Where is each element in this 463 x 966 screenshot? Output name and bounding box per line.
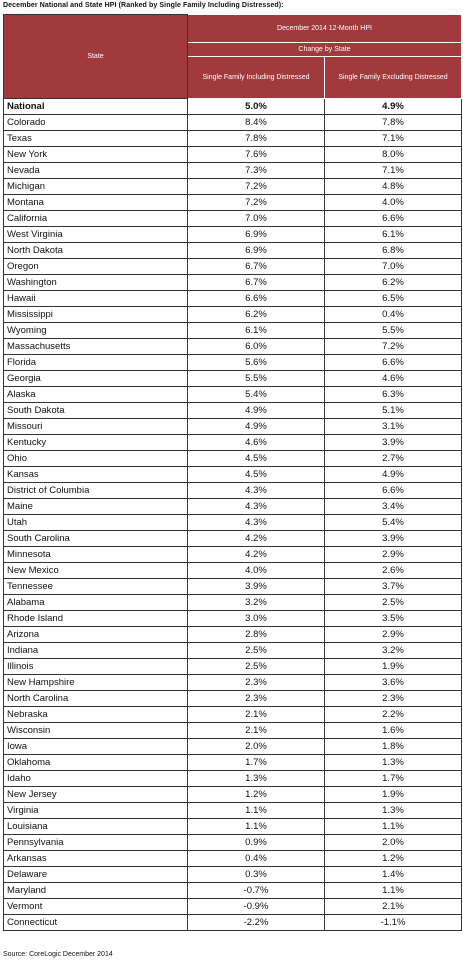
table-row — [4, 115, 462, 131]
including-distressed-cell: 6.1% — [188, 323, 325, 339]
state-cell: Nevada — [4, 163, 188, 179]
excluding-distressed-cell: 6.6% — [325, 211, 462, 227]
including-distressed-cell: 1.7% — [188, 755, 325, 771]
including-distressed-cell: 2.5% — [188, 643, 325, 659]
including-distressed-cell: 2.3% — [188, 675, 325, 691]
state-cell: Utah — [4, 515, 188, 531]
table-row — [4, 99, 462, 115]
excluding-distressed-cell: 6.2% — [325, 275, 462, 291]
state-cell: Alabama — [4, 595, 188, 611]
excluding-distressed-cell: 2.6% — [325, 563, 462, 579]
state-cell: Illinois — [4, 659, 188, 675]
hpi-table-container — [3, 14, 461, 931]
table-row — [4, 611, 462, 627]
including-distressed-cell: 4.6% — [188, 435, 325, 451]
state-cell: North Dakota — [4, 243, 188, 259]
state-cell: Florida — [4, 355, 188, 371]
including-distressed-cell: 2.1% — [188, 707, 325, 723]
table-row — [4, 787, 462, 803]
table-row — [4, 179, 462, 195]
including-distressed-cell: 0.9% — [188, 835, 325, 851]
state-cell: Rhode Island — [4, 611, 188, 627]
table-row — [4, 867, 462, 883]
table-row — [4, 419, 462, 435]
excluding-distressed-cell: 7.1% — [325, 163, 462, 179]
state-cell: Connecticut — [4, 915, 188, 931]
table-row — [4, 883, 462, 899]
including-distressed-cell: 2.3% — [188, 691, 325, 707]
state-cell: Texas — [4, 131, 188, 147]
state-cell: Louisiana — [4, 819, 188, 835]
including-distressed-cell: -0.7% — [188, 883, 325, 899]
including-distressed-cell: -0.9% — [188, 899, 325, 915]
table-row — [4, 691, 462, 707]
table-row — [4, 771, 462, 787]
including-distressed-cell: 4.0% — [188, 563, 325, 579]
table-row — [4, 899, 462, 915]
excluding-distressed-cell: 1.2% — [325, 851, 462, 867]
table-body — [4, 99, 462, 931]
excluding-distressed-cell: 1.4% — [325, 867, 462, 883]
including-distressed-cell: 0.3% — [188, 867, 325, 883]
subgroup-header: Change by State — [188, 43, 462, 57]
table-row — [4, 467, 462, 483]
including-distressed-cell: 2.8% — [188, 627, 325, 643]
excluding-distressed-cell: 1.9% — [325, 659, 462, 675]
state-cell: Wyoming — [4, 323, 188, 339]
including-distressed-cell: 1.1% — [188, 803, 325, 819]
table-row — [4, 339, 462, 355]
including-distressed-cell: 3.9% — [188, 579, 325, 595]
excluding-distressed-cell: 6.1% — [325, 227, 462, 243]
including-distressed-cell: 2.5% — [188, 659, 325, 675]
including-distressed-cell: 7.0% — [188, 211, 325, 227]
including-distressed-cell: 3.2% — [188, 595, 325, 611]
state-cell: Montana — [4, 195, 188, 211]
excluding-distressed-cell: 8.0% — [325, 147, 462, 163]
state-cell: New Mexico — [4, 563, 188, 579]
excluding-distressed-cell: 6.3% — [325, 387, 462, 403]
table-row — [4, 595, 462, 611]
excluding-distressed-cell: 2.1% — [325, 899, 462, 915]
table-row — [4, 435, 462, 451]
source-note: Source: CoreLogic December 2014 — [3, 951, 113, 958]
table-row — [4, 451, 462, 467]
state-cell: Virginia — [4, 803, 188, 819]
state-cell: West Virginia — [4, 227, 188, 243]
state-cell: Alaska — [4, 387, 188, 403]
excluding-distressed-cell: 2.7% — [325, 451, 462, 467]
excluding-distressed-cell: 2.9% — [325, 627, 462, 643]
hpi-table — [3, 14, 462, 931]
table-row — [4, 819, 462, 835]
table-row — [4, 307, 462, 323]
state-cell: Wisconsin — [4, 723, 188, 739]
including-distressed-cell: 1.1% — [188, 819, 325, 835]
excluding-distressed-cell: 3.4% — [325, 499, 462, 515]
including-distressed-cell: 7.3% — [188, 163, 325, 179]
including-distressed-cell: 5.5% — [188, 371, 325, 387]
excluding-distressed-cell: 1.1% — [325, 883, 462, 899]
excluding-distressed-cell: 7.8% — [325, 115, 462, 131]
excluding-distressed-cell: 1.7% — [325, 771, 462, 787]
table-row — [4, 851, 462, 867]
table-row — [4, 531, 462, 547]
excluding-distressed-cell: 5.1% — [325, 403, 462, 419]
state-cell: New Jersey — [4, 787, 188, 803]
excluding-distressed-cell: 1.8% — [325, 739, 462, 755]
state-cell: California — [4, 211, 188, 227]
including-distressed-cell: 0.4% — [188, 851, 325, 867]
state-cell: Kentucky — [4, 435, 188, 451]
table-row — [4, 403, 462, 419]
state-cell: South Dakota — [4, 403, 188, 419]
including-distressed-cell: 1.3% — [188, 771, 325, 787]
excluding-distressed-cell: 2.0% — [325, 835, 462, 851]
excluding-distressed-cell: 3.7% — [325, 579, 462, 595]
including-distressed-cell: 6.7% — [188, 259, 325, 275]
table-row — [4, 739, 462, 755]
state-cell: Vermont — [4, 899, 188, 915]
including-distressed-cell: 3.0% — [188, 611, 325, 627]
excluding-distressed-cell: 3.6% — [325, 675, 462, 691]
state-cell: South Carolina — [4, 531, 188, 547]
state-cell: Michigan — [4, 179, 188, 195]
table-row — [4, 275, 462, 291]
table-row — [4, 515, 462, 531]
table-row — [4, 835, 462, 851]
state-cell: Idaho — [4, 771, 188, 787]
table-row — [4, 291, 462, 307]
excluding-distressed-cell: 4.9% — [325, 99, 462, 115]
excluding-distressed-cell: 4.0% — [325, 195, 462, 211]
excluding-distressed-cell: 4.9% — [325, 467, 462, 483]
state-cell: Maine — [4, 499, 188, 515]
table-row — [4, 563, 462, 579]
excluding-distressed-cell: 7.1% — [325, 131, 462, 147]
including-distressed-cell: 7.2% — [188, 195, 325, 211]
including-distressed-cell: 5.6% — [188, 355, 325, 371]
excluding-distressed-cell: 4.8% — [325, 179, 462, 195]
state-cell: National — [4, 99, 188, 115]
including-distressed-cell: 2.1% — [188, 723, 325, 739]
including-distressed-cell: 4.5% — [188, 467, 325, 483]
state-cell: Colorado — [4, 115, 188, 131]
excluding-distressed-cell: 1.9% — [325, 787, 462, 803]
excluding-distressed-cell: 1.6% — [325, 723, 462, 739]
state-cell: Nebraska — [4, 707, 188, 723]
including-distressed-cell: 6.2% — [188, 307, 325, 323]
including-distressed-cell: 5.4% — [188, 387, 325, 403]
including-distressed-cell: 7.8% — [188, 131, 325, 147]
table-row — [4, 227, 462, 243]
excluding-distressed-cell: 3.5% — [325, 611, 462, 627]
table-row — [4, 579, 462, 595]
state-column-header: State — [4, 15, 188, 99]
table-row — [4, 243, 462, 259]
excluding-distressed-cell: 1.3% — [325, 803, 462, 819]
including-distressed-cell: 4.3% — [188, 483, 325, 499]
excluding-distressed-cell: 1.3% — [325, 755, 462, 771]
excluding-distressed-cell: 4.6% — [325, 371, 462, 387]
including-distressed-cell: 5.0% — [188, 99, 325, 115]
table-row — [4, 355, 462, 371]
excluding-distressed-header: Single Family Excluding Distressed — [325, 57, 462, 99]
including-distressed-header: Single Family Including Distressed — [188, 57, 325, 99]
including-distressed-cell: 4.9% — [188, 403, 325, 419]
excluding-distressed-cell: 7.2% — [325, 339, 462, 355]
table-row — [4, 723, 462, 739]
including-distressed-cell: -2.2% — [188, 915, 325, 931]
excluding-distressed-cell: 2.9% — [325, 547, 462, 563]
table-row — [4, 675, 462, 691]
excluding-distressed-cell: -1.1% — [325, 915, 462, 931]
state-cell: Minnesota — [4, 547, 188, 563]
state-cell: Maryland — [4, 883, 188, 899]
table-row — [4, 163, 462, 179]
state-cell: New Hampshire — [4, 675, 188, 691]
excluding-distressed-cell: 6.5% — [325, 291, 462, 307]
table-row — [4, 627, 462, 643]
including-distressed-cell: 4.3% — [188, 515, 325, 531]
excluding-distressed-cell: 2.2% — [325, 707, 462, 723]
excluding-distressed-cell: 0.4% — [325, 307, 462, 323]
state-cell: New York — [4, 147, 188, 163]
excluding-distressed-cell: 6.8% — [325, 243, 462, 259]
excluding-distressed-cell: 5.4% — [325, 515, 462, 531]
table-row — [4, 643, 462, 659]
state-cell: North Carolina — [4, 691, 188, 707]
state-cell: Oklahoma — [4, 755, 188, 771]
excluding-distressed-cell: 7.0% — [325, 259, 462, 275]
including-distressed-cell: 2.0% — [188, 739, 325, 755]
state-cell: District of Columbia — [4, 483, 188, 499]
table-row — [4, 803, 462, 819]
excluding-distressed-cell: 3.9% — [325, 531, 462, 547]
including-distressed-cell: 6.0% — [188, 339, 325, 355]
table-row — [4, 659, 462, 675]
table-row — [4, 547, 462, 563]
excluding-distressed-cell: 3.2% — [325, 643, 462, 659]
state-cell: Missouri — [4, 419, 188, 435]
state-cell: Kansas — [4, 467, 188, 483]
table-row — [4, 147, 462, 163]
including-distressed-cell: 1.2% — [188, 787, 325, 803]
state-cell: Mississippi — [4, 307, 188, 323]
excluding-distressed-cell: 2.3% — [325, 691, 462, 707]
state-cell: Iowa — [4, 739, 188, 755]
excluding-distressed-cell: 6.6% — [325, 483, 462, 499]
including-distressed-cell: 7.2% — [188, 179, 325, 195]
including-distressed-cell: 6.9% — [188, 227, 325, 243]
including-distressed-cell: 6.6% — [188, 291, 325, 307]
excluding-distressed-cell: 6.6% — [325, 355, 462, 371]
including-distressed-cell: 6.7% — [188, 275, 325, 291]
state-cell: Washington — [4, 275, 188, 291]
including-distressed-cell: 4.3% — [188, 499, 325, 515]
including-distressed-cell: 4.2% — [188, 531, 325, 547]
excluding-distressed-cell: 3.9% — [325, 435, 462, 451]
state-cell: Georgia — [4, 371, 188, 387]
table-row — [4, 211, 462, 227]
table-row — [4, 259, 462, 275]
group-header: December 2014 12-Month HPI — [188, 15, 462, 43]
state-cell: Massachusetts — [4, 339, 188, 355]
excluding-distressed-cell: 1.1% — [325, 819, 462, 835]
state-cell: Pennsylvania — [4, 835, 188, 851]
table-row — [4, 915, 462, 931]
excluding-distressed-cell: 2.5% — [325, 595, 462, 611]
table-row — [4, 195, 462, 211]
including-distressed-cell: 4.5% — [188, 451, 325, 467]
state-cell: Ohio — [4, 451, 188, 467]
table-row — [4, 755, 462, 771]
including-distressed-cell: 7.6% — [188, 147, 325, 163]
table-title: December National and State HPI (Ranked by Single Family Including Distressed): — [3, 2, 284, 9]
table-row — [4, 707, 462, 723]
state-cell: Arizona — [4, 627, 188, 643]
table-row — [4, 483, 462, 499]
state-cell: Delaware — [4, 867, 188, 883]
including-distressed-cell: 4.9% — [188, 419, 325, 435]
state-cell: Hawaii — [4, 291, 188, 307]
table-row — [4, 371, 462, 387]
table-row — [4, 499, 462, 515]
state-cell: Tennessee — [4, 579, 188, 595]
including-distressed-cell: 6.9% — [188, 243, 325, 259]
excluding-distressed-cell: 5.5% — [325, 323, 462, 339]
state-cell: Arkansas — [4, 851, 188, 867]
table-row — [4, 323, 462, 339]
including-distressed-cell: 8.4% — [188, 115, 325, 131]
state-cell: Oregon — [4, 259, 188, 275]
table-row — [4, 131, 462, 147]
including-distressed-cell: 4.2% — [188, 547, 325, 563]
table-row — [4, 387, 462, 403]
state-cell: Indiana — [4, 643, 188, 659]
excluding-distressed-cell: 3.1% — [325, 419, 462, 435]
